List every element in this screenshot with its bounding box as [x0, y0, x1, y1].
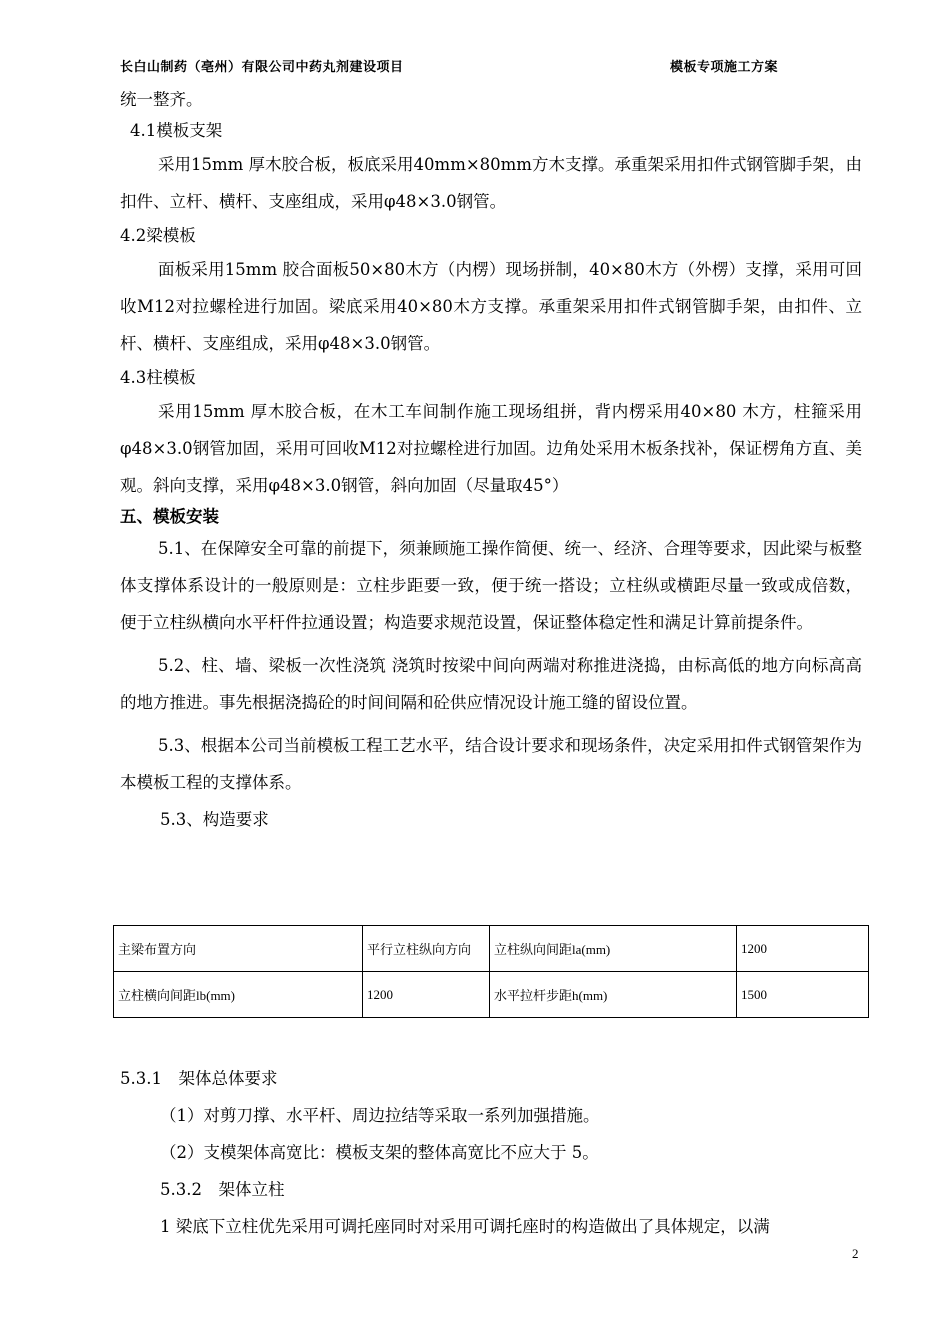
- section-heading-4-2: 4.2梁模板: [120, 226, 196, 245]
- paragraph-4-2: 面板采用15mm 胶合面板50×80木方（内楞）现场拼制，40×80木方（外楞）支撑，采用可回收M12对拉螺栓进行加固。梁底采用40×80木方支撑。承重架采用扣件式钢管脚手架，由扣件、立杆、横杆、支座组成，采用φ48×3.0钢管。: [120, 260, 862, 353]
- section-heading-5-3-2: 5.3.2 架体立柱: [160, 1180, 285, 1199]
- page-number: 2: [852, 1246, 859, 1261]
- structure-spec-table: [113, 925, 869, 1018]
- paragraph-5-3-intro: 5.3、根据本公司当前模板工程工艺水平，结合设计要求和现场条件，决定采用扣件式钢管架作为本模板工程的支撑体系。: [120, 736, 862, 792]
- document-body-continued: [120, 1060, 862, 1245]
- table-row: [114, 972, 869, 1018]
- paragraph-5-1: 5.1、在保障安全可靠的前提下，须兼顾施工操作简便、统一、经济、合理等要求，因此梁与板整体支撑体系设计的一般原则是：立柱步距要一致，便于统一搭设；立柱纵或横距尽量一致或成倍数，便于立柱纵横向水平杆件拉通设置；构造要求规范设置，保证整体稳定性和满足计算前提条件。: [120, 539, 862, 632]
- section-heading-5-3: 5.3、构造要求: [160, 810, 269, 829]
- table-cell: 水平拉杆步距h(mm): [490, 972, 737, 1018]
- table-cell: 立柱横向间距lb(mm): [114, 972, 363, 1018]
- table-cell: 1200: [363, 972, 490, 1018]
- list-item: （1）对剪刀撑、水平杆、周边拉结等采取一系列加强措施。: [160, 1106, 600, 1125]
- chapter-heading-5: 五、模板安装: [120, 507, 219, 526]
- table-cell: 平行立柱纵向方向: [363, 926, 490, 972]
- table-cell: 立柱纵向间距la(mm): [490, 926, 737, 972]
- header-project-title: 长白山制药（亳州）有限公司中药丸剂建设项目: [120, 60, 404, 75]
- paragraph-5-3-2: 1 梁底下立柱优先采用可调托座同时对采用可调托座时的构造做出了具体规定，以满: [160, 1217, 770, 1236]
- table-cell: 主梁布置方向: [114, 926, 363, 972]
- list-item: （2）支模架体高宽比：模板支架的整体高宽比不应大于 5。: [160, 1143, 599, 1162]
- section-heading-4-1: 4.1模板支架: [130, 121, 223, 140]
- table-cell: 1500: [737, 972, 869, 1018]
- paragraph-continuation: 统一整齐。: [120, 90, 203, 109]
- paragraph-4-1: 采用15mm 厚木胶合板，板底采用40mm×80mm方木支撑。承重架采用扣件式钢管脚手架，由扣件、立杆、横杆、支座组成，采用φ48×3.0钢管。: [120, 155, 862, 211]
- paragraph-4-3: 采用15mm 厚木胶合板，在木工车间制作施工现场组拼，背内楞采用40×80 木方，柱箍采用φ48×3.0钢管加固，采用可回收M12对拉螺栓进行加固。边角处采用木板条找补，保证楞角方直、美观。斜向支撑，采用φ48×3.0钢管，斜向加固（尽量取45°）: [120, 402, 862, 495]
- table-cell: 1200: [737, 926, 869, 972]
- table-row: [114, 926, 869, 972]
- section-heading-5-3-1: 5.3.1 架体总体要求: [120, 1069, 278, 1088]
- paragraph-5-2: 5.2、柱、墙、梁板一次性浇筑 浇筑时按梁中间向两端对称推进浇捣，由标高低的地方向标高高的地方推进。事先根据浇捣砼的时间间隔和砼供应情况设计施工缝的留设位置。: [120, 656, 862, 712]
- section-heading-4-3: 4.3柱模板: [120, 368, 196, 387]
- document-body: [120, 84, 862, 838]
- header-document-title: 模板专项施工方案: [670, 60, 779, 75]
